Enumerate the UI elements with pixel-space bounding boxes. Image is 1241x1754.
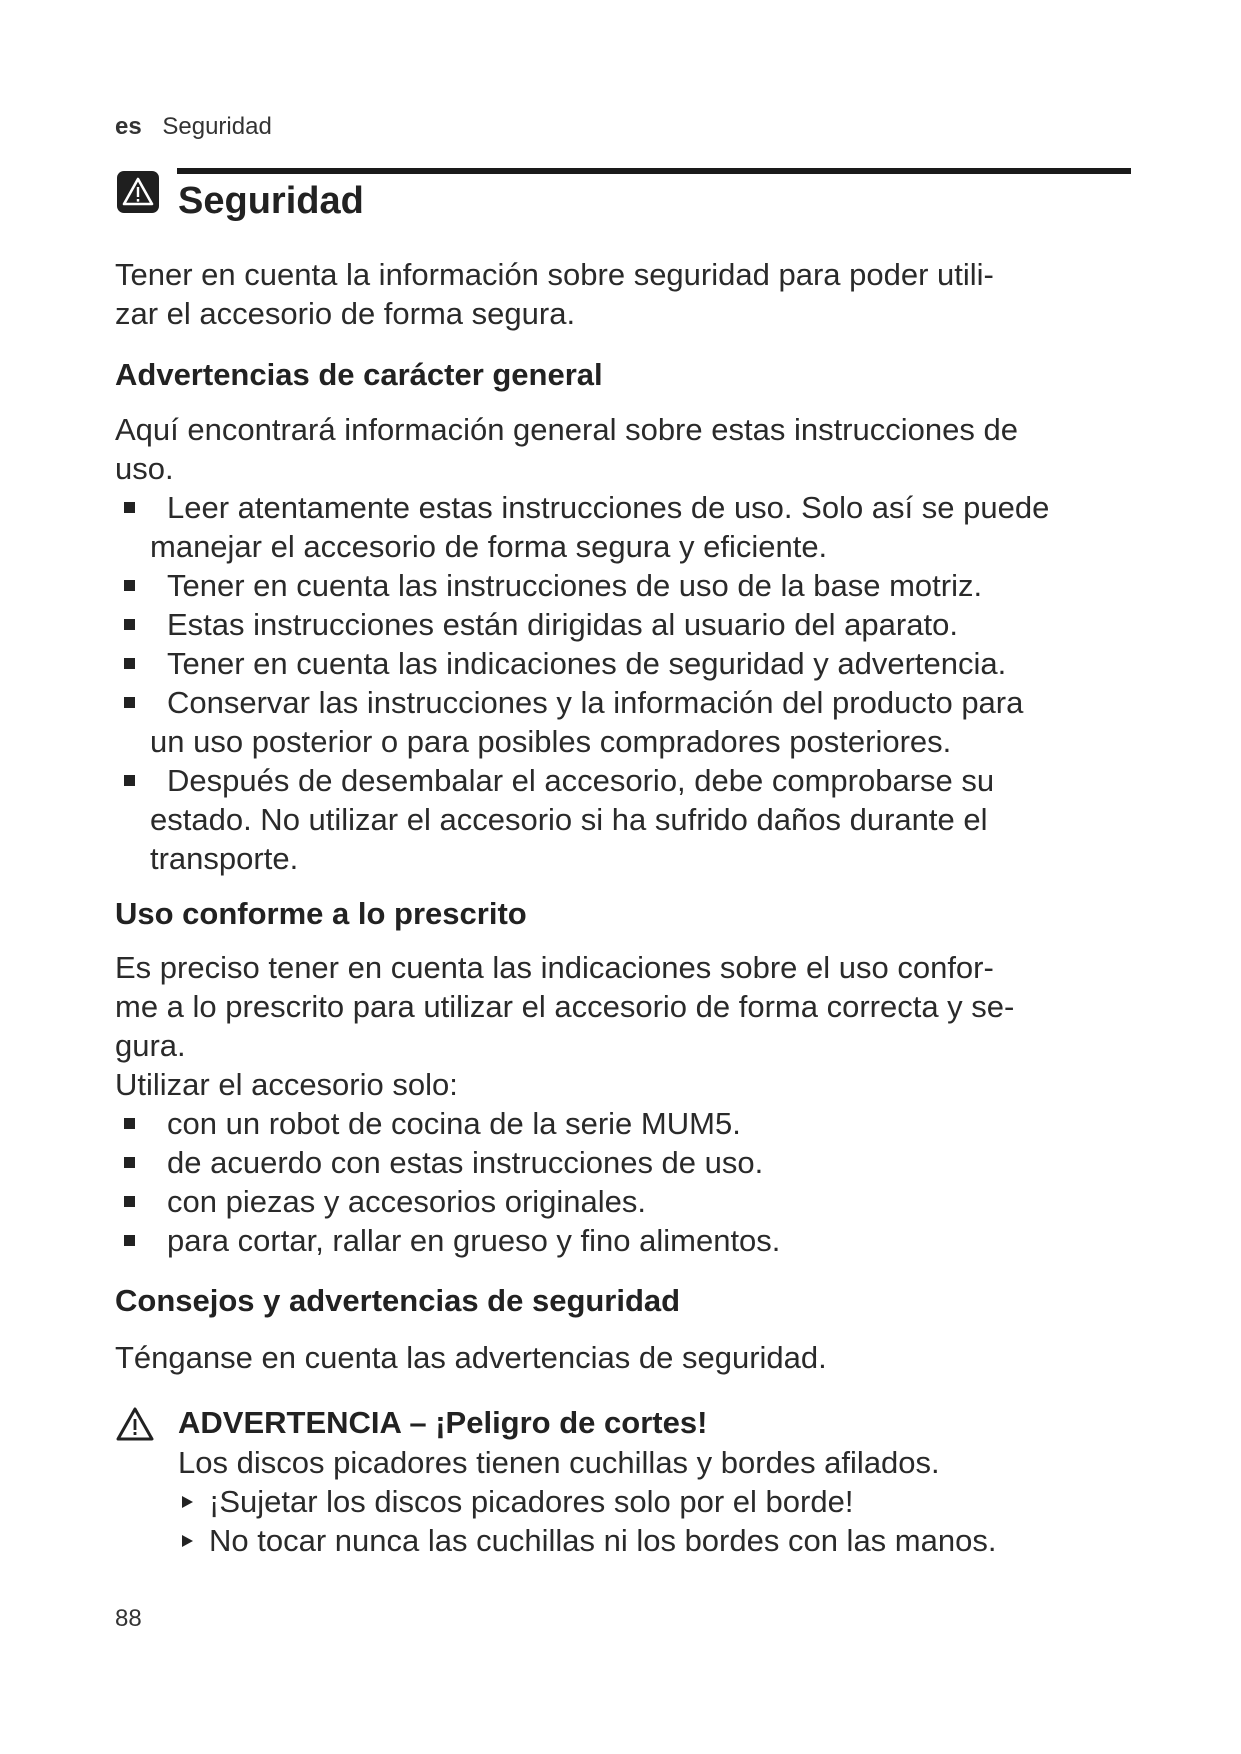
list-item: Estas instrucciones están dirigidas al usuario del aparato. — [115, 605, 1145, 644]
page-number: 88 — [115, 1605, 142, 1632]
warning-box-icon — [116, 170, 160, 214]
page-title: Seguridad — [178, 180, 364, 222]
list-item: de acuerdo con estas instrucciones de uso. — [115, 1143, 1145, 1182]
warning-title: ADVERTENCIA – ¡Peligro de cortes! — [178, 1405, 708, 1440]
list-item: Leer atentamente estas instrucciones de uso. Solo así se puede manejar el accesorio de forma segura y eficiente. — [115, 488, 1145, 566]
intro-line-1: Tener en cuenta la información sobre seguridad para poder utili- — [115, 257, 994, 292]
general-lead: Aquí encontrará información general sobre estas instrucciones de uso. — [115, 412, 1018, 486]
general-heading: Advertencias de carácter general — [115, 357, 603, 392]
safety-heading: Consejos y advertencias de seguridad — [115, 1283, 681, 1318]
list-item: Conservar las instrucciones y la información del producto para un uso posterior o para posibles compradores posteriores. — [115, 683, 1145, 761]
safety-lead: Ténganse en cuenta las advertencias de seguridad. — [115, 1340, 827, 1375]
list-item: para cortar, rallar en grueso y fino alimentos. — [115, 1221, 1145, 1260]
intro-line-2: zar el accesorio de forma segura. — [115, 296, 576, 331]
section-name: Seguridad — [162, 113, 272, 140]
intended-use-list — [115, 1104, 1145, 1260]
intro-paragraph — [115, 255, 1145, 333]
intended-use-lead2: Utilizar el accesorio solo: — [115, 1067, 458, 1102]
list-item: Tener en cuenta las indicaciones de seguridad y advertencia. — [115, 644, 1145, 683]
intended-use-heading: Uso conforme a lo prescrito — [115, 896, 527, 931]
language-code: es — [115, 113, 142, 140]
title-rule — [177, 168, 1131, 174]
warning-actions — [178, 1482, 1138, 1560]
list-item: con un robot de cocina de la serie MUM5. — [115, 1104, 1145, 1143]
list-item: Después de desembalar el accesorio, debe comprobarse su estado. No utilizar el accesorio si ha sufrido daños durante el transporte. — [115, 761, 1145, 878]
action-item: No tocar nunca las cuchillas ni los bordes con las manos. — [178, 1521, 1138, 1560]
warning-triangle-icon — [116, 1407, 154, 1441]
action-item: ¡Sujetar los discos picadores solo por el borde! — [178, 1482, 1138, 1521]
list-item: con piezas y accesorios originales. — [115, 1182, 1145, 1221]
list-item: Tener en cuenta las instrucciones de uso de la base motriz. — [115, 566, 1145, 605]
warning-block — [178, 1405, 1138, 1560]
intended-use-lead: Es preciso tener en cuenta las indicaciones sobre el uso confor- me a lo prescrito para utilizar el accesorio de forma correcta y se- gura. Utilizar el accesorio solo: — [115, 950, 1015, 1102]
general-list — [115, 488, 1145, 878]
running-header — [115, 113, 272, 141]
warning-text: Los discos picadores tienen cuchillas y bordes afilados. — [178, 1445, 940, 1480]
